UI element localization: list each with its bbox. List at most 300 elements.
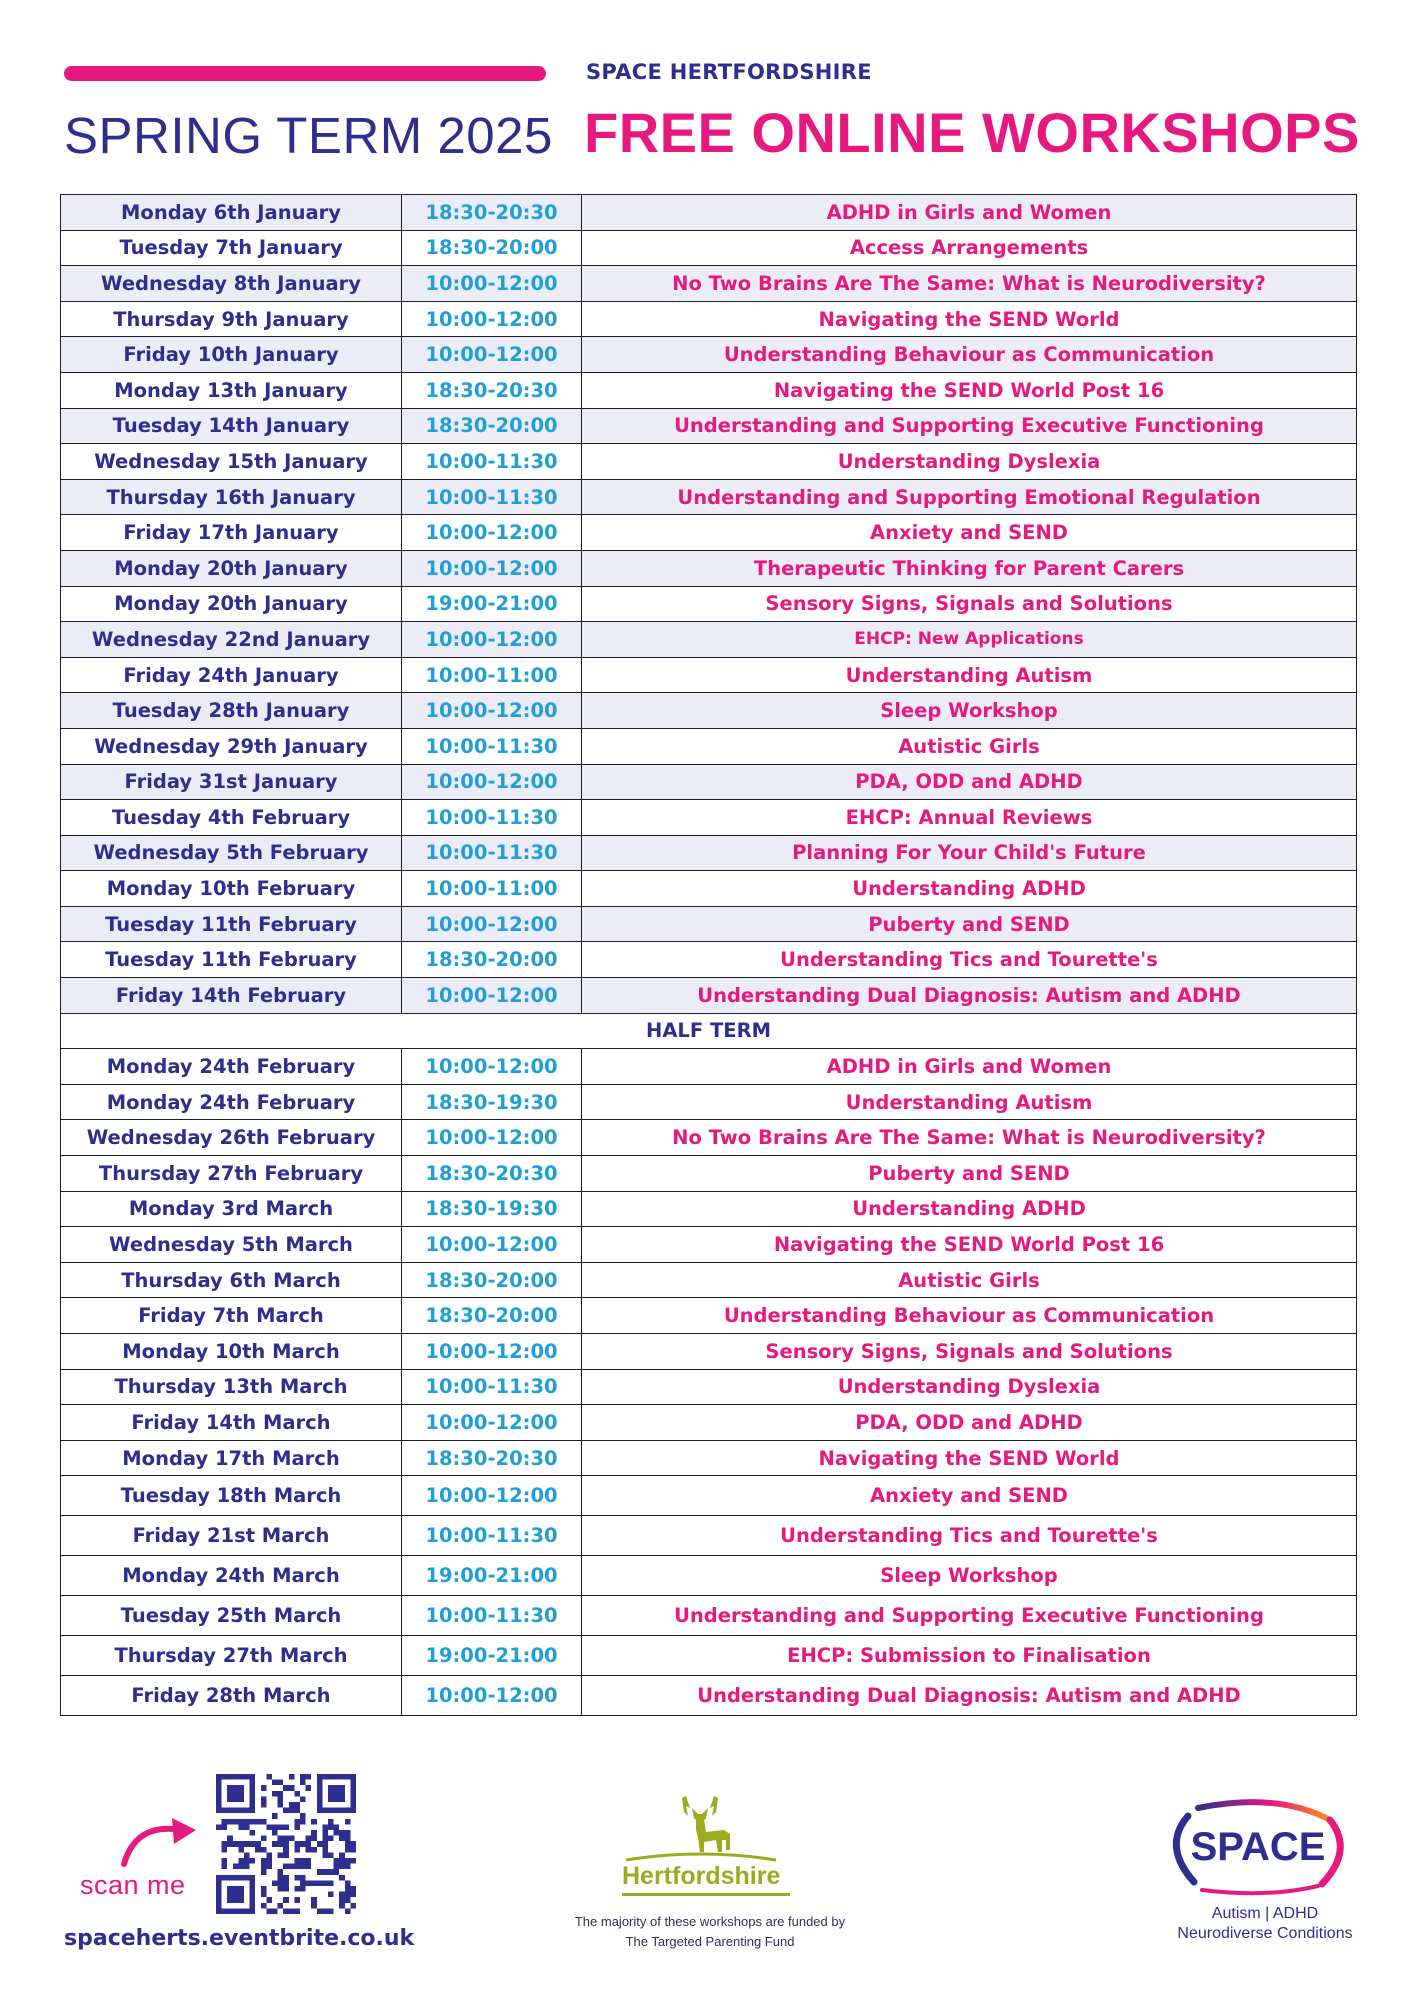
day-cell: Tuesday 18th March xyxy=(61,1476,402,1516)
table-row xyxy=(61,1049,1357,1085)
qr-module xyxy=(328,1892,334,1898)
workshop-title-cell: Understanding Dual Diagnosis: Autism and ADHD xyxy=(582,978,1357,1014)
time-cell: 10:00-12:00 xyxy=(402,1334,582,1370)
qr-module xyxy=(294,1908,300,1914)
workshop-title-cell: Understanding Behaviour as Communication xyxy=(582,1298,1357,1334)
table-row xyxy=(61,693,1357,729)
qr-module xyxy=(300,1774,306,1780)
time-cell: 18:30-20:30 xyxy=(402,1440,582,1476)
qr-module xyxy=(272,1830,278,1836)
space-logo-text: SPACE xyxy=(1190,1825,1326,1869)
time-cell: 10:00-12:00 xyxy=(402,1405,582,1441)
qr-module xyxy=(278,1802,284,1808)
qr-module xyxy=(322,1847,328,1853)
qr-module xyxy=(283,1836,289,1842)
qr-module xyxy=(294,1886,300,1892)
qr-module xyxy=(289,1802,295,1808)
qr-module xyxy=(300,1819,306,1825)
qr-module xyxy=(222,1858,228,1864)
qr-module xyxy=(250,1841,256,1847)
qr-module xyxy=(289,1785,295,1791)
half-term-row xyxy=(61,1013,1357,1049)
table-row xyxy=(61,1298,1357,1334)
qr-module xyxy=(334,1869,340,1875)
qr-module xyxy=(216,1824,222,1830)
workshop-title-cell: Understanding Dual Diagnosis: Autism and ADHD xyxy=(582,1676,1357,1716)
time-cell: 10:00-12:00 xyxy=(402,622,582,658)
workshop-title-cell: Sensory Signs, Signals and Solutions xyxy=(582,586,1357,622)
qr-module xyxy=(289,1908,295,1914)
qr-module xyxy=(278,1791,284,1797)
table-row xyxy=(61,444,1357,480)
qr-module xyxy=(227,1836,233,1842)
day-cell: Tuesday 28th January xyxy=(61,693,402,729)
qr-module xyxy=(334,1830,340,1836)
qr-module xyxy=(261,1903,267,1909)
workshop-title-cell: Understanding Tics and Tourette's xyxy=(582,1516,1357,1556)
qr-module xyxy=(311,1830,317,1836)
qr-module xyxy=(261,1802,267,1808)
day-cell: Friday 7th March xyxy=(61,1298,402,1334)
qr-module xyxy=(306,1836,312,1842)
qr-module xyxy=(283,1808,289,1814)
qr-module xyxy=(261,1785,267,1791)
time-cell: 10:00-12:00 xyxy=(402,1049,582,1085)
qr-module xyxy=(283,1864,289,1870)
workshop-title-cell: Autistic Girls xyxy=(582,1262,1357,1298)
qr-module xyxy=(278,1824,284,1830)
time-cell: 10:00-12:00 xyxy=(402,978,582,1014)
day-cell: Thursday 6th March xyxy=(61,1262,402,1298)
qr-module xyxy=(300,1886,306,1892)
qr-module xyxy=(294,1875,300,1881)
qr-module xyxy=(322,1824,328,1830)
day-cell: Friday 31st January xyxy=(61,764,402,800)
qr-module xyxy=(289,1774,295,1780)
qr-module xyxy=(345,1908,351,1914)
qr-module xyxy=(272,1880,278,1886)
qr-module xyxy=(345,1819,351,1825)
space-logo xyxy=(1158,1798,1358,1898)
qr-module xyxy=(244,1858,250,1864)
header-accent-bar xyxy=(64,66,546,81)
qr-module xyxy=(328,1836,334,1842)
qr-module xyxy=(350,1886,356,1892)
qr-module xyxy=(294,1791,300,1797)
qr-module xyxy=(289,1864,295,1870)
day-cell: Friday 10th January xyxy=(61,337,402,373)
table-row xyxy=(61,1191,1357,1227)
qr-module xyxy=(294,1864,300,1870)
qr-module xyxy=(266,1897,272,1903)
table-row xyxy=(61,871,1357,907)
table-row xyxy=(61,1156,1357,1192)
workshop-title-cell: Understanding and Supporting Executive Functioning xyxy=(582,1596,1357,1636)
half-term-label: HALF TERM xyxy=(61,1013,1357,1049)
workshop-title-cell: EHCP: New Applications xyxy=(582,622,1357,658)
table-row xyxy=(61,1476,1357,1516)
workshop-title-cell: Understanding Behaviour as Communication xyxy=(582,337,1357,373)
day-cell: Tuesday 11th February xyxy=(61,906,402,942)
table-row xyxy=(61,515,1357,551)
qr-module xyxy=(294,1824,300,1830)
qr-module xyxy=(317,1908,323,1914)
table-row xyxy=(61,906,1357,942)
time-cell: 10:00-11:00 xyxy=(402,657,582,693)
qr-module xyxy=(278,1875,284,1881)
qr-module xyxy=(261,1869,267,1875)
funding-note xyxy=(540,1912,880,1952)
time-cell: 19:00-21:00 xyxy=(402,1556,582,1596)
qr-code-icon[interactable] xyxy=(216,1774,356,1914)
qr-module xyxy=(311,1903,317,1909)
day-cell: Thursday 27th February xyxy=(61,1156,402,1192)
qr-module xyxy=(244,1841,250,1847)
qr-module xyxy=(322,1880,328,1886)
qr-module xyxy=(339,1875,345,1881)
qr-module xyxy=(328,1824,334,1830)
qr-module xyxy=(322,1908,328,1914)
qr-module xyxy=(306,1841,312,1847)
qr-module xyxy=(261,1864,267,1870)
qr-module xyxy=(278,1780,284,1786)
table-row xyxy=(61,1556,1357,1596)
qr-module xyxy=(339,1897,345,1903)
qr-module xyxy=(244,1819,250,1825)
workshop-title-cell: Understanding Dyslexia xyxy=(582,1369,1357,1405)
qr-module xyxy=(328,1908,334,1914)
qr-module xyxy=(278,1886,284,1892)
qr-module xyxy=(278,1836,284,1842)
workshop-title-cell: Understanding Autism xyxy=(582,1084,1357,1120)
qr-module xyxy=(261,1819,267,1825)
day-cell: Monday 20th January xyxy=(61,586,402,622)
qr-module xyxy=(266,1908,272,1914)
qr-module xyxy=(294,1808,300,1814)
workshop-title-cell: Navigating the SEND World Post 16 xyxy=(582,1227,1357,1263)
table-row xyxy=(61,764,1357,800)
qr-module xyxy=(311,1836,317,1842)
schedule-body xyxy=(61,195,1357,1716)
time-cell: 10:00-11:30 xyxy=(402,1596,582,1636)
table-row xyxy=(61,1516,1357,1556)
qr-module xyxy=(283,1785,289,1791)
qr-module xyxy=(345,1880,351,1886)
table-row xyxy=(61,1084,1357,1120)
time-cell: 10:00-12:00 xyxy=(402,1120,582,1156)
qr-module xyxy=(339,1852,345,1858)
qr-module xyxy=(334,1858,340,1864)
qr-module xyxy=(300,1796,306,1802)
table-row xyxy=(61,657,1357,693)
day-cell: Wednesday 15th January xyxy=(61,444,402,480)
time-cell: 18:30-20:30 xyxy=(402,195,582,231)
qr-module xyxy=(266,1852,272,1858)
qr-module xyxy=(261,1886,267,1892)
day-cell: Wednesday 5th February xyxy=(61,835,402,871)
day-cell: Tuesday 14th January xyxy=(61,408,402,444)
table-row xyxy=(61,622,1357,658)
qr-module xyxy=(278,1841,284,1847)
time-cell: 18:30-19:30 xyxy=(402,1084,582,1120)
qr-module xyxy=(272,1780,278,1786)
qr-module xyxy=(238,1864,244,1870)
day-cell: Friday 17th January xyxy=(61,515,402,551)
time-cell: 10:00-12:00 xyxy=(402,1476,582,1516)
workshop-title-cell: Puberty and SEND xyxy=(582,906,1357,942)
qr-module xyxy=(283,1880,289,1886)
qr-module xyxy=(238,1858,244,1864)
time-cell: 10:00-11:30 xyxy=(402,835,582,871)
workshop-title-cell: Autistic Girls xyxy=(582,728,1357,764)
time-cell: 10:00-12:00 xyxy=(402,1676,582,1716)
workshop-title-cell: Navigating the SEND World xyxy=(582,1440,1357,1476)
workshop-title-cell: Understanding Dyslexia xyxy=(582,444,1357,480)
qr-module xyxy=(283,1847,289,1853)
qr-module xyxy=(278,1852,284,1858)
workshop-title-cell: Planning For Your Child's Future xyxy=(582,835,1357,871)
qr-module xyxy=(255,1841,261,1847)
qr-module xyxy=(345,1836,351,1842)
workshop-title-cell: Anxiety and SEND xyxy=(582,515,1357,551)
time-cell: 10:00-11:30 xyxy=(402,800,582,836)
qr-module xyxy=(306,1785,312,1791)
day-cell: Wednesday 26th February xyxy=(61,1120,402,1156)
qr-module xyxy=(222,1819,228,1825)
table-row xyxy=(61,550,1357,586)
qr-module xyxy=(250,1819,256,1825)
table-row xyxy=(61,408,1357,444)
term-title: SPRING TERM 2025 xyxy=(64,107,553,164)
qr-module xyxy=(306,1774,312,1780)
table-row xyxy=(61,978,1357,1014)
time-cell: 10:00-11:30 xyxy=(402,1516,582,1556)
qr-module xyxy=(334,1864,340,1870)
table-row xyxy=(61,728,1357,764)
qr-module xyxy=(339,1892,345,1898)
qr-module xyxy=(227,1841,233,1847)
qr-module xyxy=(317,1841,323,1847)
workshop-title-cell: Understanding ADHD xyxy=(582,871,1357,907)
time-cell: 10:00-11:30 xyxy=(402,1369,582,1405)
day-cell: Friday 21st March xyxy=(61,1516,402,1556)
qr-module xyxy=(311,1819,317,1825)
qr-module xyxy=(278,1880,284,1886)
time-cell: 10:00-11:30 xyxy=(402,728,582,764)
qr-module xyxy=(261,1858,267,1864)
workshop-title-cell: Understanding ADHD xyxy=(582,1191,1357,1227)
day-cell: Wednesday 5th March xyxy=(61,1227,402,1263)
time-cell: 19:00-21:00 xyxy=(402,586,582,622)
day-cell: Monday 3rd March xyxy=(61,1191,402,1227)
time-cell: 18:30-20:00 xyxy=(402,1262,582,1298)
qr-module xyxy=(272,1791,278,1797)
table-row xyxy=(61,1596,1357,1636)
time-cell: 18:30-20:00 xyxy=(402,942,582,978)
day-cell: Thursday 9th January xyxy=(61,301,402,337)
table-row xyxy=(61,195,1357,231)
space-tagline-1: Autism | ADHD xyxy=(1211,1905,1319,1922)
day-cell: Thursday 16th January xyxy=(61,479,402,515)
qr-module xyxy=(283,1841,289,1847)
day-cell: Tuesday 4th February xyxy=(61,800,402,836)
table-row xyxy=(61,337,1357,373)
time-cell: 10:00-11:30 xyxy=(402,479,582,515)
qr-module xyxy=(283,1886,289,1892)
time-cell: 18:30-20:30 xyxy=(402,372,582,408)
funding-line-2: The Targeted Parenting Fund xyxy=(625,1934,795,1949)
qr-module xyxy=(266,1864,272,1870)
qr-module xyxy=(322,1830,328,1836)
table-row xyxy=(61,1120,1357,1156)
qr-module xyxy=(345,1897,351,1903)
table-row xyxy=(61,1440,1357,1476)
day-cell: Friday 24th January xyxy=(61,657,402,693)
qr-module xyxy=(272,1908,278,1914)
qr-module xyxy=(345,1830,351,1836)
qr-module xyxy=(322,1869,328,1875)
qr-module xyxy=(306,1880,312,1886)
workshop-title-cell: Understanding Autism xyxy=(582,657,1357,693)
workshop-title-cell: Puberty and SEND xyxy=(582,1156,1357,1192)
qr-module xyxy=(317,1880,323,1886)
day-cell: Friday 14th February xyxy=(61,978,402,1014)
qr-module xyxy=(272,1841,278,1847)
qr-module xyxy=(283,1824,289,1830)
table-row xyxy=(61,301,1357,337)
funding-line-1: The majority of these workshops are funded by xyxy=(574,1914,846,1929)
day-cell: Friday 14th March xyxy=(61,1405,402,1441)
table-row xyxy=(61,266,1357,302)
workshop-title-cell: No Two Brains Are The Same: What is Neurodiversity? xyxy=(582,1120,1357,1156)
qr-module xyxy=(345,1847,351,1853)
workshop-title-cell: Understanding Tics and Tourette's xyxy=(582,942,1357,978)
time-cell: 10:00-12:00 xyxy=(402,266,582,302)
qr-module xyxy=(222,1841,228,1847)
qr-module xyxy=(328,1869,334,1875)
workshop-title-cell: Understanding and Supporting Executive Functioning xyxy=(582,408,1357,444)
qr-module xyxy=(250,1830,256,1836)
time-cell: 18:30-19:30 xyxy=(402,1191,582,1227)
day-cell: Tuesday 11th February xyxy=(61,942,402,978)
qr-module xyxy=(266,1824,272,1830)
table-row xyxy=(61,1369,1357,1405)
qr-module xyxy=(300,1864,306,1870)
workshop-title-cell: Therapeutic Thinking for Parent Carers xyxy=(582,550,1357,586)
qr-module xyxy=(222,1824,228,1830)
time-cell: 18:30-20:00 xyxy=(402,408,582,444)
space-tagline xyxy=(1150,1904,1380,1944)
qr-module xyxy=(227,1819,233,1825)
organisation-name: SPACE HERTFORDSHIRE xyxy=(586,60,872,84)
qr-module xyxy=(300,1780,306,1786)
day-cell: Tuesday 7th January xyxy=(61,230,402,266)
qr-module xyxy=(233,1864,239,1870)
day-cell: Monday 24th March xyxy=(61,1556,402,1596)
workshop-title-cell: Sleep Workshop xyxy=(582,693,1357,729)
curved-arrow-icon xyxy=(116,1812,206,1872)
qr-module xyxy=(328,1880,334,1886)
qr-module xyxy=(322,1836,328,1842)
day-cell: Monday 10th February xyxy=(61,871,402,907)
day-cell: Tuesday 25th March xyxy=(61,1596,402,1636)
table-row xyxy=(61,372,1357,408)
day-cell: Wednesday 8th January xyxy=(61,266,402,302)
qr-module xyxy=(289,1836,295,1842)
workshop-title-cell: PDA, ODD and ADHD xyxy=(582,1405,1357,1441)
workshop-schedule-table xyxy=(60,194,1357,1716)
qr-module xyxy=(328,1785,345,1802)
qr-module xyxy=(311,1897,317,1903)
qr-module xyxy=(339,1864,345,1870)
qr-module xyxy=(328,1852,334,1858)
council-underline xyxy=(622,1893,790,1896)
scan-me-label: scan me xyxy=(80,1870,186,1900)
day-cell: Friday 28th March xyxy=(61,1676,402,1716)
qr-module xyxy=(300,1858,306,1864)
time-cell: 18:30-20:30 xyxy=(402,1156,582,1192)
qr-module xyxy=(300,1813,306,1819)
qr-module xyxy=(283,1908,289,1914)
table-row xyxy=(61,1227,1357,1263)
qr-module xyxy=(272,1824,278,1830)
day-cell: Wednesday 22nd January xyxy=(61,622,402,658)
time-cell: 18:30-20:00 xyxy=(402,1298,582,1334)
qr-module xyxy=(238,1841,244,1847)
workshop-title-cell: EHCP: Submission to Finalisation xyxy=(582,1636,1357,1676)
eventbrite-link[interactable]: spaceherts.eventbrite.co.uk xyxy=(64,1926,415,1951)
qr-module xyxy=(317,1869,323,1875)
qr-module xyxy=(222,1847,228,1853)
workshop-title-cell: ADHD in Girls and Women xyxy=(582,1049,1357,1085)
qr-module xyxy=(306,1858,312,1864)
workshop-title-cell: Sleep Workshop xyxy=(582,1556,1357,1596)
qr-module xyxy=(278,1903,284,1909)
time-cell: 10:00-12:00 xyxy=(402,1227,582,1263)
day-cell: Monday 24th February xyxy=(61,1084,402,1120)
time-cell: 10:00-12:00 xyxy=(402,337,582,373)
workshop-title-cell: Navigating the SEND World xyxy=(582,301,1357,337)
qr-module xyxy=(345,1841,351,1847)
qr-module xyxy=(261,1847,267,1853)
workshop-title-cell: EHCP: Annual Reviews xyxy=(582,800,1357,836)
qr-module xyxy=(261,1836,267,1842)
table-row xyxy=(61,800,1357,836)
qr-module xyxy=(345,1886,351,1892)
qr-module xyxy=(289,1808,295,1814)
table-row xyxy=(61,1262,1357,1298)
workshop-title-cell: Sensory Signs, Signals and Solutions xyxy=(582,1334,1357,1370)
table-row xyxy=(61,586,1357,622)
qr-module xyxy=(294,1802,300,1808)
day-cell: Monday 24th February xyxy=(61,1049,402,1085)
qr-module xyxy=(283,1852,289,1858)
qr-module xyxy=(345,1892,351,1898)
qr-module xyxy=(238,1824,244,1830)
qr-module xyxy=(350,1847,356,1853)
qr-module xyxy=(306,1864,312,1870)
time-cell: 10:00-12:00 xyxy=(402,301,582,337)
qr-module xyxy=(300,1880,306,1886)
qr-module xyxy=(283,1875,289,1881)
day-cell: Thursday 27th March xyxy=(61,1636,402,1676)
qr-module xyxy=(306,1847,312,1853)
table-row xyxy=(61,230,1357,266)
time-cell: 10:00-11:00 xyxy=(402,871,582,907)
day-cell: Monday 13th January xyxy=(61,372,402,408)
qr-module xyxy=(261,1892,267,1898)
qr-module xyxy=(339,1830,345,1836)
